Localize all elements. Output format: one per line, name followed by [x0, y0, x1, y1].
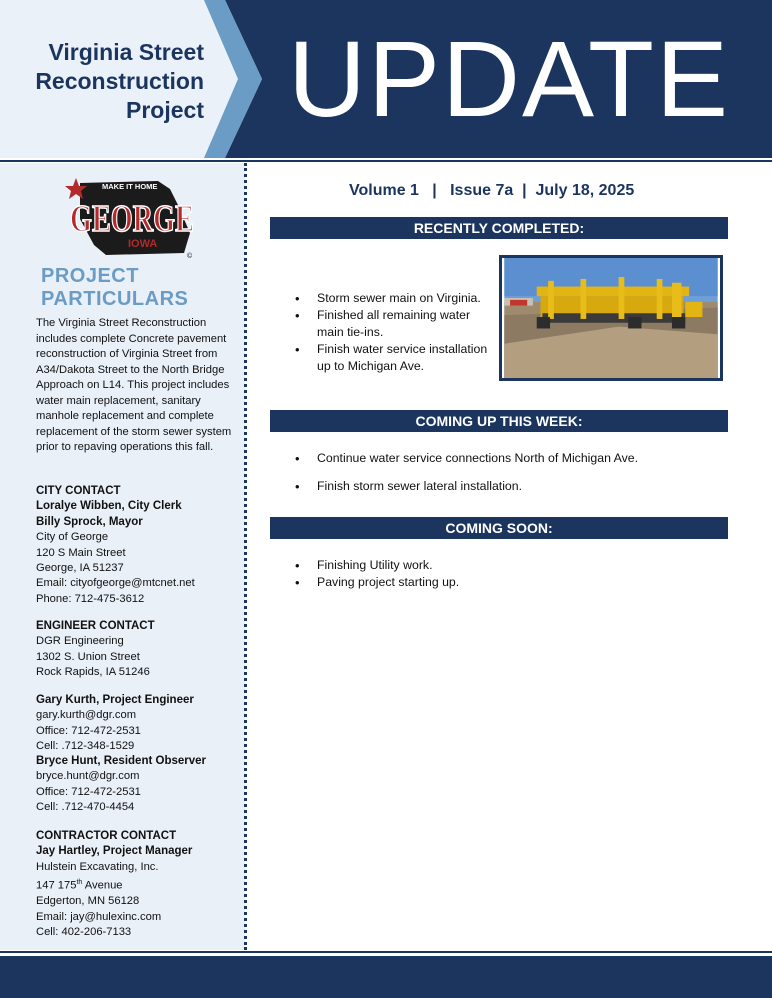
logo-tagline: MAKE IT HOME [102, 182, 158, 191]
particulars-title [41, 265, 188, 311]
contractor-company: Hulstein Excavating, Inc. [36, 860, 159, 873]
contractor-contact [36, 829, 241, 941]
list-item: • Paving project starting up. [295, 574, 695, 591]
project-title-line: Virginia Street [48, 39, 204, 65]
city-contact-line: George, IA 51237 [36, 562, 124, 575]
engineer-contact-line: DGR Engineering [36, 635, 124, 648]
city-contact-name: Billy Sprock, Mayor [36, 515, 143, 528]
city-contact-heading: CITY CONTACT [36, 485, 121, 497]
contractor-address-sup: th [76, 879, 83, 887]
recently-completed-list [295, 290, 495, 375]
header-rule [0, 160, 772, 162]
particulars-title-line: PARTICULARS [41, 288, 189, 310]
coming-soon-heading: COMING SOON: [270, 517, 728, 539]
contractor-heading: CONTRACTOR CONTACT [36, 830, 177, 842]
logo-name: GEORGE [70, 198, 194, 240]
coming-up-heading: COMING UP THIS WEEK: [270, 410, 728, 432]
list-item: • Finished all remaining water main tie-ins. [295, 307, 495, 341]
bryce-hunt-heading: Bryce Hunt, Resident Observer [36, 755, 207, 767]
project-title-line: Project [126, 97, 204, 123]
project-title [0, 38, 204, 125]
contractor-address-num: 147 175 [36, 879, 77, 892]
red-truck-icon [510, 300, 527, 306]
gary-kurth-contact [36, 693, 241, 755]
bryce-hunt-email[interactable]: bryce.hunt@dgr.com [36, 770, 140, 783]
contractor-address-rest: Avenue [82, 879, 123, 892]
engineer-contact-heading: ENGINEER CONTACT [36, 620, 155, 632]
recently-completed-heading: RECENTLY COMPLETED: [270, 217, 728, 239]
city-contact-line: City of George [36, 531, 109, 544]
footer-band [0, 956, 772, 998]
contractor-email[interactable]: Email: jay@hulexinc.com [36, 910, 162, 923]
footer-rule [0, 951, 772, 953]
city-phone: Phone: 712-475-3612 [36, 592, 145, 605]
bryce-hunt-office: Office: 712-472-2531 [36, 785, 141, 798]
city-contact-name: Loralye Wibben, City Clerk [36, 500, 182, 513]
engineer-contact-line: Rock Rapids, IA 51246 [36, 666, 150, 679]
construction-photo [499, 255, 723, 381]
logo-state: IOWA [128, 238, 158, 250]
gary-kurth-office: Office: 712-472-2531 [36, 724, 141, 737]
gary-kurth-email[interactable]: gary.kurth@dgr.com [36, 709, 137, 722]
contractor-name: Jay Hartley, Project Manager [36, 845, 193, 858]
city-contact-line: 120 S Main Street [36, 546, 126, 559]
gary-kurth-cell: Cell: .712-348-1529 [36, 740, 135, 753]
issue-line: Volume 1 | Issue 7a | July 18, 2025 [349, 182, 635, 199]
logo-mark: © [187, 253, 193, 260]
particulars-text: The Virginia Street Reconstruction includes complete Concrete pavement reconstruction of Virginia Street from A34/Dakota Street to the North Bridge Approach on L14. This project includes water main replacement, sanitary manhole replacement and complete replacement of the storm sewer system prior to repaving operations this fall. [36, 317, 232, 453]
coming-up-list [295, 450, 715, 506]
list-item: • Continue water service connections North of Michigan Ave. [295, 450, 715, 467]
city-email[interactable]: Email: cityofgeorge@mtcnet.net [36, 577, 195, 590]
bryce-hunt-cell: Cell: .712-470-4454 [36, 801, 135, 814]
engineer-contact-line: 1302 S. Union Street [36, 650, 140, 663]
list-item: • Finish storm sewer lateral installation. [295, 478, 715, 495]
particulars-title-line: PROJECT [41, 265, 139, 287]
update-heading: UPDATE [288, 18, 731, 139]
contractor-cell: Cell: 402-206-7133 [36, 926, 132, 939]
engineer-contact [36, 619, 241, 681]
gary-kurth-heading: Gary Kurth, Project Engineer [36, 694, 194, 706]
contractor-address [36, 875, 241, 894]
contractor-line: Edgerton, MN 56128 [36, 895, 140, 908]
list-item: • Storm sewer main on Virginia. [295, 290, 495, 307]
list-item: • Finishing Utility work. [295, 557, 695, 574]
header-banner [0, 0, 772, 158]
george-iowa-logo [66, 175, 198, 265]
coming-soon-list [295, 557, 695, 591]
bryce-hunt-contact [36, 754, 241, 816]
city-contact [36, 484, 241, 607]
sidebar-dotted-divider [244, 163, 247, 950]
list-item: • Finish water service installation up to Michigan Ave. [295, 341, 495, 375]
project-title-line: Reconstruction [35, 68, 204, 94]
